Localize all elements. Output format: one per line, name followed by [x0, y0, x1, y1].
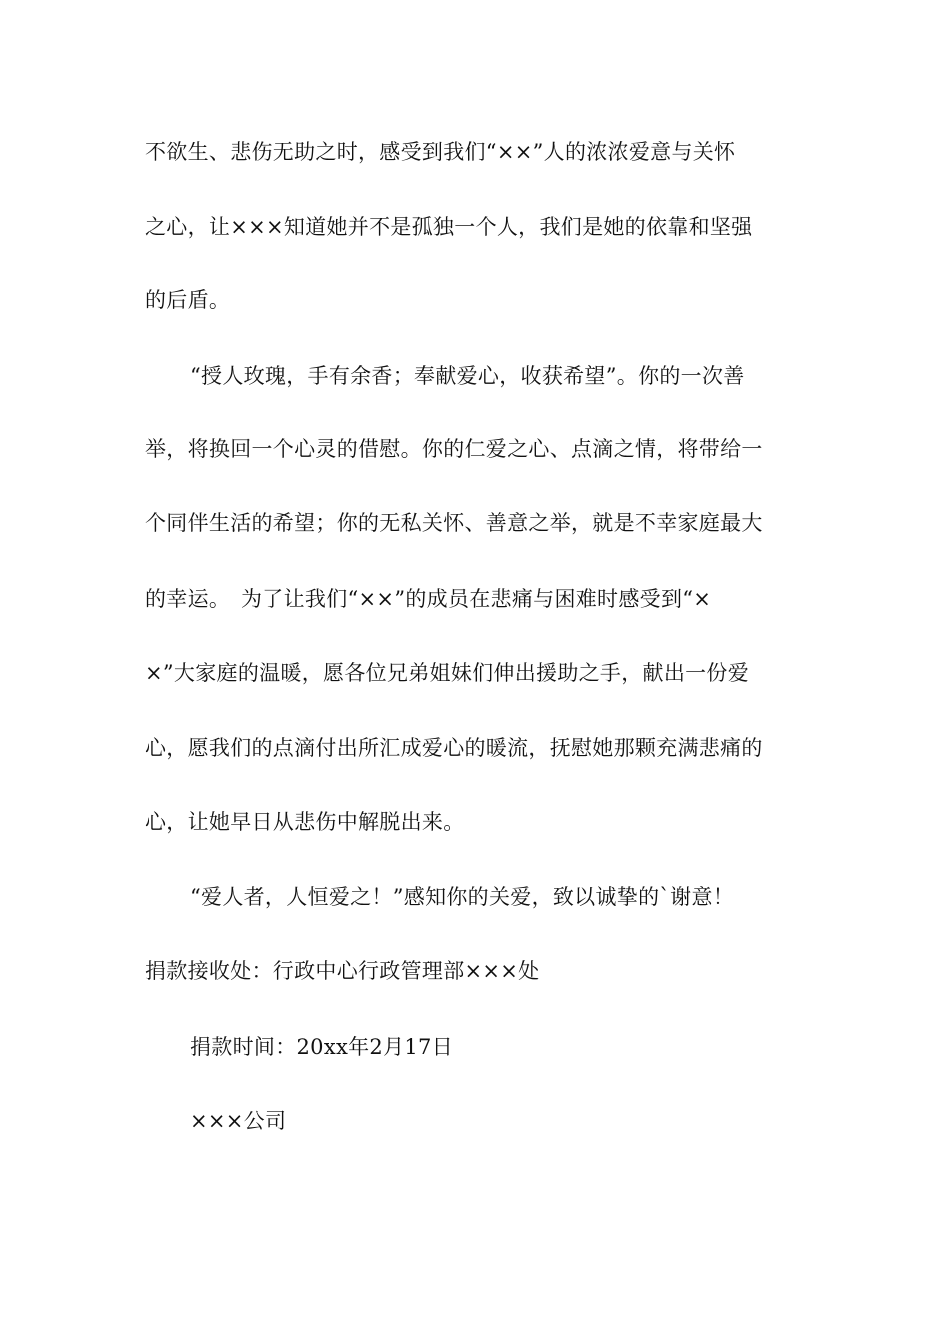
- paragraph-line: 心，让她早日从悲伤中解脱出来。: [145, 810, 465, 834]
- paragraph-line: 举，将换回一个心灵的借慰。你的仁爱之心、点滴之情，将带给一: [145, 437, 763, 461]
- paragraph-line: 心，愿我们的点滴付出所汇成爱心的暖流，抚慰她那颗充满悲痛的: [145, 736, 763, 760]
- donation-location: 捐款接收处：行政中心行政管理部×××处: [145, 959, 540, 983]
- paragraph-line: 不欲生、悲伤无助之时，感受到我们“××”人的浓浓爱意与关怀: [145, 140, 736, 164]
- paragraph-line: 的后盾。: [145, 288, 231, 312]
- thanks-line: “爱人者，人恒爱之！”感知你的关爱，致以诚挚的`谢意！: [190, 885, 735, 909]
- paragraph-line: “授人玫瑰，手有余香；奉献爱心，收获希望”。你的一次善: [190, 364, 745, 388]
- paragraph-line: ×”大家庭的温暖，愿各位兄弟姐妹们伸出援助之手，献出一份爱: [145, 661, 750, 685]
- paragraph-line: 的幸运。 为了让我们“××”的成员在悲痛与困难时感受到“×: [145, 587, 712, 611]
- paragraph-line: 个同伴生活的希望；你的无私关怀、善意之举，就是不幸家庭最大: [145, 511, 763, 535]
- paragraph-line: 之心，让×××知道她并不是孤独一个人，我们是她的依靠和坚强: [145, 215, 753, 239]
- company-signature: ×××公司: [190, 1109, 287, 1133]
- donation-date: 捐款时间：20xx年2月17日: [190, 1035, 453, 1059]
